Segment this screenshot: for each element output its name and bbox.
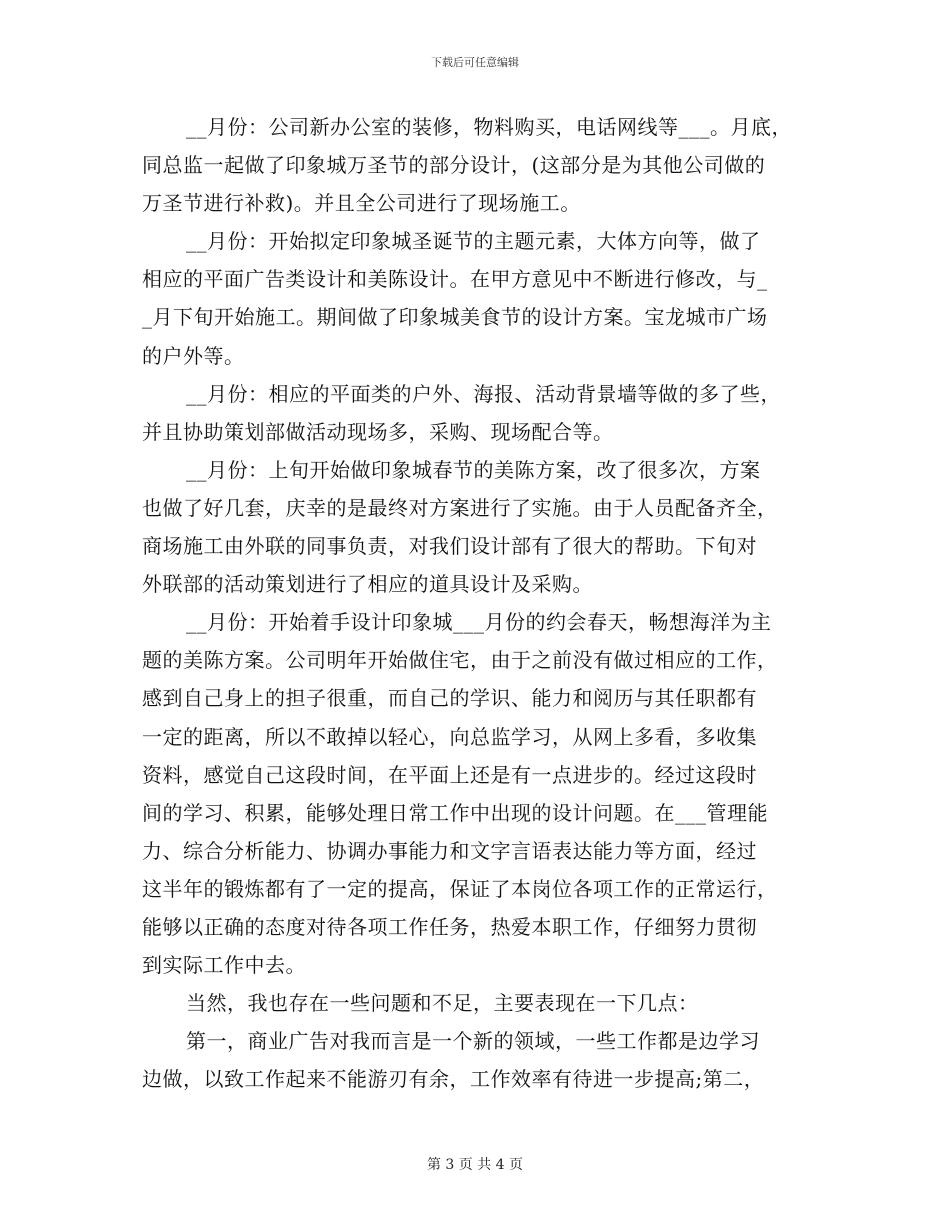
- text-line: 间的学习、积累，能够处理日常工作中出现的设计问题。在___管理能: [142, 800, 768, 825]
- paragraph: [142, 1022, 812, 1098]
- text-line: 也做了好几套，庆幸的是最终对方案进行了实施。由于人员配备齐全，: [142, 495, 778, 520]
- text-line: __月份：公司新办公室的装修，物料购买，电话网线等___。月底，: [186, 115, 792, 139]
- paragraph: [142, 222, 812, 374]
- document-body: [142, 108, 812, 1098]
- text-line: __月份：开始拟定印象城圣诞节的主题元素，大体方向等，做了: [186, 229, 761, 254]
- text-line: 这半年的锻炼都有了一定的提高，保证了本岗位各项工作的正常运行，: [142, 876, 778, 901]
- text-line: 当然，我也存在一些问题和不足，主要表现在一下几点：: [186, 991, 699, 1016]
- text-line: 一定的距离，所以不敢掉以轻心，向总监学习，从网上多看，多收集: [142, 724, 757, 749]
- text-line: 并且协助策划部做活动现场多，采购、现场配合等。: [142, 419, 614, 444]
- text-line: __月份：相应的平面类的户外、海报、活动背景墙等做的多了些，: [186, 381, 781, 406]
- paragraph: [142, 375, 812, 451]
- text-line: 万圣节进行补救)。并且全公司进行了现场施工。: [142, 191, 581, 216]
- text-line: 边做，以致工作起来不能游刃有余，工作效率有待进一步提高;第二，: [142, 1067, 765, 1092]
- text-line: 的户外等。: [142, 343, 245, 368]
- text-line: 同总监一起做了印象城万圣节的部分设计，(这部分是为其他公司做的: [142, 153, 766, 178]
- text-line: 感到自己身上的担子很重，而自己的学识、能力和阅历与其任职都有: [142, 686, 757, 711]
- paragraph: [142, 451, 812, 603]
- text-line: 商场施工由外联的同事负责，对我们设计部有了很大的帮助。下旬对: [142, 534, 757, 559]
- page-footer: 第 3 页 共 4 页: [426, 1157, 524, 1173]
- text-line: 外联部的活动策划进行了相应的道具设计及采购。: [142, 572, 593, 597]
- paragraph: [142, 108, 812, 222]
- text-line: __月份：开始着手设计印象城___月份的约会春天，畅想海洋为主: [186, 610, 772, 635]
- text-line: 到实际工作中去。: [142, 953, 306, 978]
- text-line: 第一，商业广告对我而言是一个新的领域，一些工作都是边学习: [186, 1029, 760, 1054]
- text-line: _月下旬开始施工。期间做了印象城美食节的设计方案。宝龙城市广场: [142, 305, 768, 330]
- paragraph: [142, 984, 812, 1022]
- paragraph: [142, 603, 812, 984]
- text-line: 资料，感觉自己这段时间，在平面上还是有一点进步的。经过这段时: [142, 762, 757, 787]
- text-line: 题的美陈方案。公司明年开始做住宅，由于之前没有做过相应的工作，: [142, 648, 778, 673]
- text-line: 能够以正确的态度对待各项工作任务，热爱本职工作，仔细努力贯彻: [142, 914, 757, 939]
- text-line: __月份：上旬开始做印象城春节的美陈方案，改了很多次，方案: [186, 457, 761, 482]
- page-header: 下载后可任意编辑: [431, 56, 519, 69]
- text-line: 相应的平面广告类设计和美陈设计。在甲方意见中不断进行修改，与_: [142, 267, 768, 292]
- text-line: 力、综合分析能力、协调办事能力和文字言语表达能力等方面，经过: [142, 838, 757, 863]
